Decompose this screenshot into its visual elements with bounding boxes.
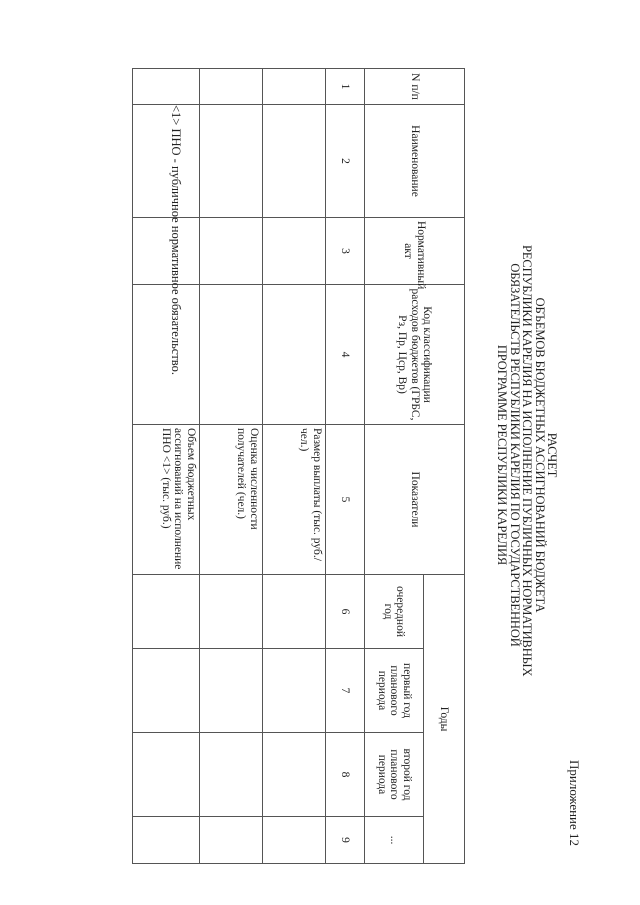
cell-name bbox=[133, 105, 200, 218]
cell-num bbox=[133, 69, 200, 105]
cell-value bbox=[133, 817, 200, 864]
column-number: 2 bbox=[326, 105, 365, 218]
cell-code bbox=[263, 285, 326, 425]
cell-value bbox=[200, 575, 263, 649]
header-num: N п/п bbox=[365, 69, 465, 105]
header-name: Наименование bbox=[365, 105, 465, 218]
cell-num bbox=[263, 69, 326, 105]
header-indicator: Показатели bbox=[365, 425, 465, 575]
cell-value bbox=[263, 733, 326, 817]
header-act: Нормативный акт bbox=[365, 218, 465, 285]
appendix-label: Приложение 12 bbox=[567, 760, 582, 847]
header-year-plan1: первый год планового периода bbox=[365, 649, 424, 733]
title-line: ПРОГРАММЕ РЕСПУБЛИКИ КАРЕЛИЯ bbox=[495, 344, 510, 566]
column-number: 8 bbox=[326, 733, 365, 817]
cell-act bbox=[263, 218, 326, 285]
cell-value bbox=[263, 575, 326, 649]
header-year-current: очередной год bbox=[365, 575, 424, 649]
cell-act bbox=[200, 218, 263, 285]
indicator-payment: Размер выплаты (тыс. руб./чел.) bbox=[263, 425, 326, 575]
title-line: РАСЧЕТ bbox=[545, 432, 559, 478]
cell-value bbox=[133, 733, 200, 817]
title-line: РЕСПУБЛИКИ КАРЕЛИЯ НА ИСПОЛНЕНИЕ ПУБЛИЧНЫХ НОРМАТИВНЫХ bbox=[520, 245, 535, 677]
column-number: 9 bbox=[326, 817, 365, 864]
header-year-plan2: второй год планового периода bbox=[365, 733, 424, 817]
title-line: ОБЯЗАТЕЛЬСТВ РЕСПУБЛИКИ КАРЕЛИЯ ПО ГОСУДАРСТВЕННОЙ bbox=[507, 263, 522, 647]
title-line: ОБЪЕМОВ БЮДЖЕТНЫХ АССИГНОВАНИЙ БЮДЖЕТА bbox=[532, 297, 547, 613]
table-row bbox=[200, 69, 263, 864]
cell-num bbox=[200, 69, 263, 105]
table-row bbox=[133, 69, 200, 864]
indicator-allocations: Объем бюджетных ассигнований на исполнение ПНО <1> (тыс. руб.) bbox=[133, 425, 200, 575]
cell-code bbox=[133, 285, 200, 425]
cell-name bbox=[263, 105, 326, 218]
header-year-more: ... bbox=[365, 817, 424, 864]
cell-act bbox=[133, 218, 200, 285]
table-row bbox=[263, 69, 326, 864]
cell-value bbox=[200, 817, 263, 864]
header-row bbox=[424, 69, 465, 864]
cell-value bbox=[133, 649, 200, 733]
cell-value bbox=[200, 649, 263, 733]
cell-value bbox=[263, 817, 326, 864]
header-code: Код классификации расходов бюджетов (ГРБС, Рз, Пр, Цср, Вр) bbox=[365, 285, 465, 425]
document-title bbox=[495, 245, 559, 677]
cell-value bbox=[263, 649, 326, 733]
column-number: 4 bbox=[326, 285, 365, 425]
column-number: 7 bbox=[326, 649, 365, 733]
column-number: 6 bbox=[326, 575, 365, 649]
column-number-row bbox=[326, 69, 365, 864]
header-years: Годы bbox=[424, 575, 465, 864]
column-number: 5 bbox=[326, 425, 365, 575]
column-number: 1 bbox=[326, 69, 365, 105]
cell-value bbox=[200, 733, 263, 817]
cell-code bbox=[200, 285, 263, 425]
cell-value bbox=[133, 575, 200, 649]
footnote: <1> ПНО - публичное нормативное обязательство. bbox=[169, 105, 183, 376]
column-number: 3 bbox=[326, 218, 365, 285]
cell-name bbox=[200, 105, 263, 218]
indicator-recipients: Оценка численности получателей (чел.) bbox=[200, 425, 263, 575]
